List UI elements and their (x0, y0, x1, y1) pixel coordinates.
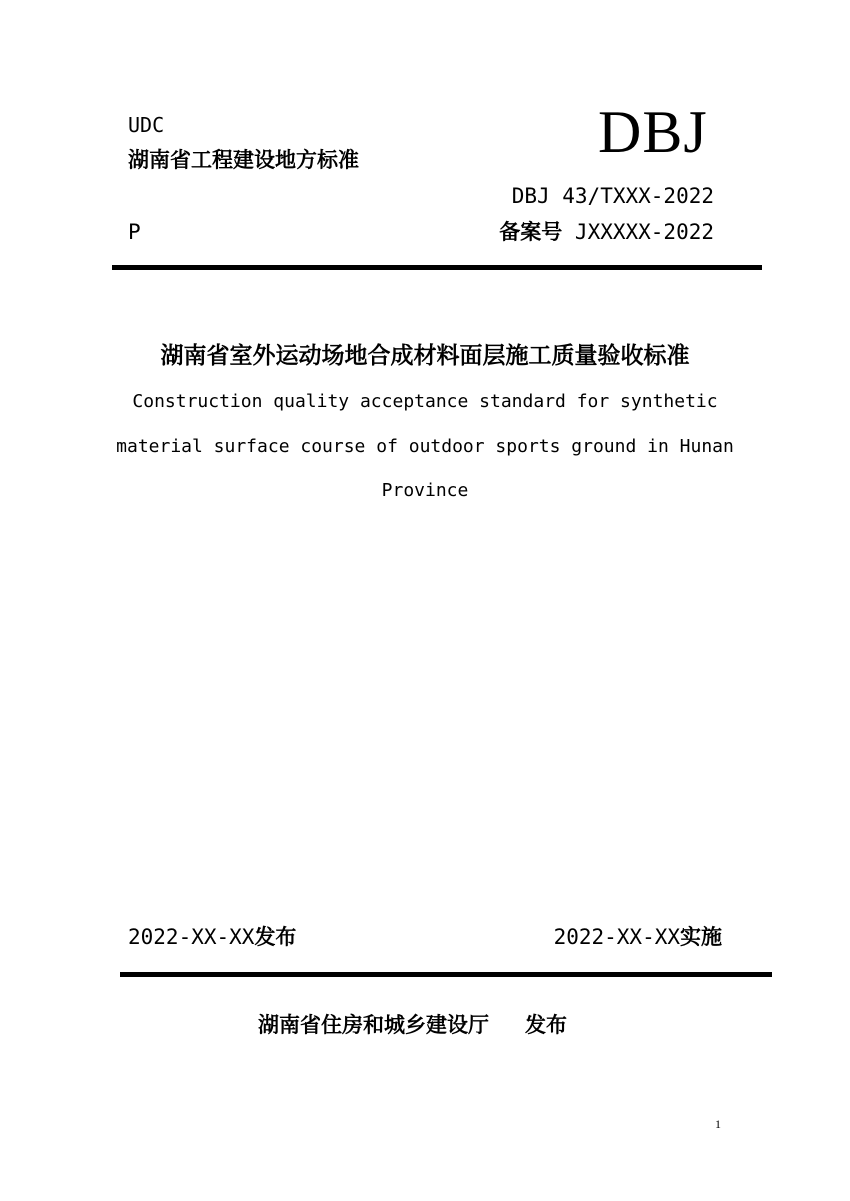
udc-label: UDC (128, 113, 165, 137)
title-english-line-2: material surface course of outdoor sports ground in Hunan (116, 436, 734, 457)
record-label: 备案号 (499, 220, 563, 244)
record-number-line (499, 218, 714, 246)
implement-date-value: 2022-XX-XX (553, 925, 680, 949)
title-chinese: 湖南省室外运动场地合成材料面层施工质量验收标准 (160, 343, 690, 369)
classification-p-label: P (128, 220, 141, 244)
header-divider (112, 265, 762, 270)
title-english-line-1: Construction quality acceptance standard for synthetic (132, 391, 718, 412)
implement-label: 实施 (680, 925, 722, 949)
standard-kind: 湖南省工程建设地方标准 (128, 148, 359, 172)
title-english-line-3: Province (381, 480, 469, 501)
issuer-name: 湖南省住房和城乡建设厅 (258, 1013, 489, 1037)
page-number: 1 (715, 1117, 721, 1131)
issue-label: 发布 (525, 1013, 567, 1037)
issuer-line (258, 1011, 567, 1039)
publish-date-value: 2022-XX-XX (128, 925, 255, 949)
implement-date (554, 923, 722, 951)
standard-number: DBJ 43/TXXX-2022 (511, 184, 714, 208)
dbj-logo: DBJ (598, 99, 708, 165)
record-number: JXXXXX-2022 (574, 220, 714, 244)
publish-label: 发布 (254, 925, 297, 949)
publish-date (128, 923, 296, 951)
footer-divider (120, 972, 772, 977)
